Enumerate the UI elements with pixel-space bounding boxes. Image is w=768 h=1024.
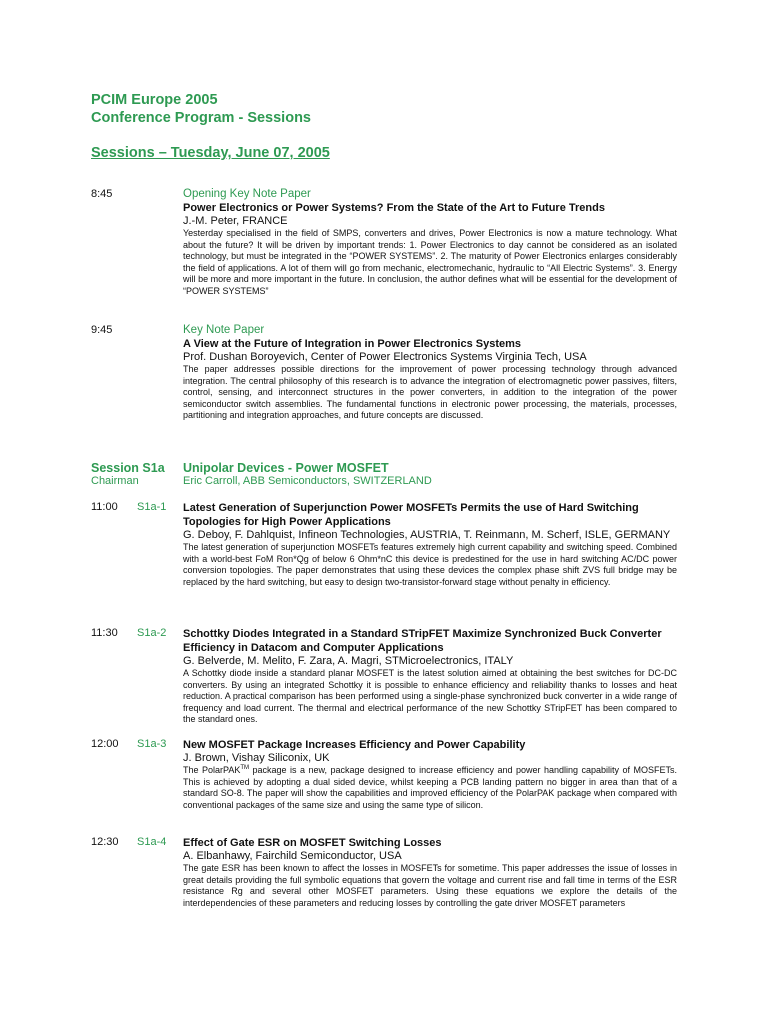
program-title: Conference Program - Sessions (91, 110, 311, 126)
paper-code: S1a-2 (137, 627, 167, 639)
paper-authors: A. Elbanhawy, Fairchild Semiconductor, USA (183, 850, 402, 862)
paper-abstract: The gate ESR has been known to affect the losses in MOSFETs for sometime. This paper addresses the issue of losses in great details providing the full symbolic equations that govern the voltage and current rise and fall time in terms of the ESR resistance Rg and several other MOSFET parameters. Using these equations we explore the details of the interdependencies of these parameters and reducing losses by controlling the gate driver MOSFET parameters (183, 863, 677, 908)
paper-entry (91, 738, 677, 811)
time-label: 12:30 (91, 836, 119, 848)
paper-title: Effect of Gate ESR on MOSFET Switching Losses (183, 837, 442, 849)
paper-kind: Key Note Paper (183, 324, 265, 336)
session-label: Session S1a (91, 461, 165, 475)
time-label: 11:30 (91, 627, 118, 639)
paper-abstract: The paper addresses possible directions for the improvement of power processing technology through advanced integration. The central philosophy of this research is to advance the integration of electromagnetic power passives, filters, control, sensing, and interconnect structures in the power converters, in addition to the integration of the power semiconductor switch assemblies. The fundamental functions in electronic power processing, the materials, processes, partitioning and integration approaches, and future concepts are discussed. (183, 364, 677, 420)
paper-code: S1a-1 (137, 501, 167, 513)
sessions-date-heading: Sessions – Tuesday, June 07, 2005 (91, 145, 330, 161)
paper-entry (91, 501, 677, 588)
paper-entry (91, 836, 677, 909)
paper-code: S1a-4 (137, 836, 167, 848)
paper-code: S1a-3 (137, 738, 167, 750)
paper-abstract: The latest generation of superjunction MOSFETs features extremely high current capability and switching speed. Combined with a world-best FoM Ron*Qg of below 6 Ohm*nC this device is predestined for the use in hard switching AC/DC power conversion topologies. The paper demonstrates that using these devices the complex phase shift ZVS full bridge may be replaced by the hard switching, but easy to design two-transistor-forward stage without penalty in efficiency. (183, 542, 677, 587)
session-chairman: Eric Carroll, ABB Semiconductors, SWITZERLAND (183, 475, 432, 487)
paper-kind: Opening Key Note Paper (183, 188, 311, 200)
session-title: Unipolar Devices - Power MOSFET (183, 461, 389, 475)
paper-authors: Prof. Dushan Boroyevich, Center of Power Electronics Systems Virginia Tech, USA (183, 351, 587, 363)
time-label: 12:00 (91, 738, 119, 750)
paper-abstract: A Schottky diode inside a standard planar MOSFET is the latest solution aimed at obtaining the best switches for DC-DC converters. By using an integrated Schottky it is possible to enhance efficiency and reliability thanks to losses and heat reduction. A practical comparison has been performed using a single-phase synchronized buck converter in a wide range of frequency and load current. The thermal and electrical performance of the new Schottky STripFET has been compared to the standard ones. (183, 668, 677, 724)
abstract-rest: package is a new, package designed to increase efficiency and power handling capability of MOSFETs. This is achieved by adopting a dual sided device, whilst keeping a PCB landing pattern no bigger in area than that of a standard SO-8. The paper will show the capabilities and improved efficiency of the PolarPAK package when compared with conventional packages of the same size and using the same type of silicon. (183, 765, 677, 810)
paper-authors: J.-M. Peter, FRANCE (183, 215, 288, 227)
paper-authors: J. Brown, Vishay Siliconix, UK (183, 752, 330, 764)
paper-abstract (183, 765, 677, 811)
time-label: 11:00 (91, 501, 118, 513)
event-title: PCIM Europe 2005 (91, 92, 218, 108)
paper-title: Schottky Diodes Integrated in a Standard STripFET Maximize Synchronized Buck Converter Efficiency in Datacom and Computer Applications (183, 628, 662, 654)
trademark-mark: TM (240, 765, 250, 771)
paper-title: Latest Generation of Superjunction Power MOSFETs Permits the use of Hard Switching Topologies for High Power Applications (183, 502, 639, 528)
keynote-entry (91, 188, 677, 297)
paper-authors: G. Belverde, M. Melito, F. Zara, A. Magri, STMicroelectronics, ITALY (183, 655, 514, 667)
paper-title: A View at the Future of Integration in Power Electronics Systems (183, 338, 522, 350)
abstract-lead: The PolarPAK (183, 765, 241, 775)
paper-entry (91, 627, 677, 726)
keynote-entry (91, 324, 677, 422)
time-label: 9:45 (91, 324, 113, 336)
session-header (91, 461, 677, 488)
chairman-label: Chairman (91, 475, 139, 487)
paper-authors: G. Deboy, F. Dahlquist, Infineon Technologies, AUSTRIA, T. Reinmann, M. Scherf, ISLE, GERMANY (183, 529, 671, 541)
paper-title: New MOSFET Package Increases Efficiency and Power Capability (183, 739, 526, 751)
paper-title: Power Electronics or Power Systems? From the State of the Art to Future Trends (183, 202, 605, 214)
paper-abstract: Yesterday specialised in the field of SMPS, converters and drives, Power Electronics is now a mature technology. What about the future? It will be driven by important trends: 1. Power Electronics to day cannot be considered as an isolated technology, but must be integrated in the “POWER SYSTEMS”. 2. The maturity of Power Electronics enlarges considerably the field of applications. A lot of them will go from mechanic, electromechanic, hydraulic to “All Electric Systems”. 3. Energy will be more and more important in the future. In conclusion, the author defines what will be essential for the development of “POWER SYSTEMS” (183, 228, 677, 296)
time-label: 8:45 (91, 188, 113, 200)
